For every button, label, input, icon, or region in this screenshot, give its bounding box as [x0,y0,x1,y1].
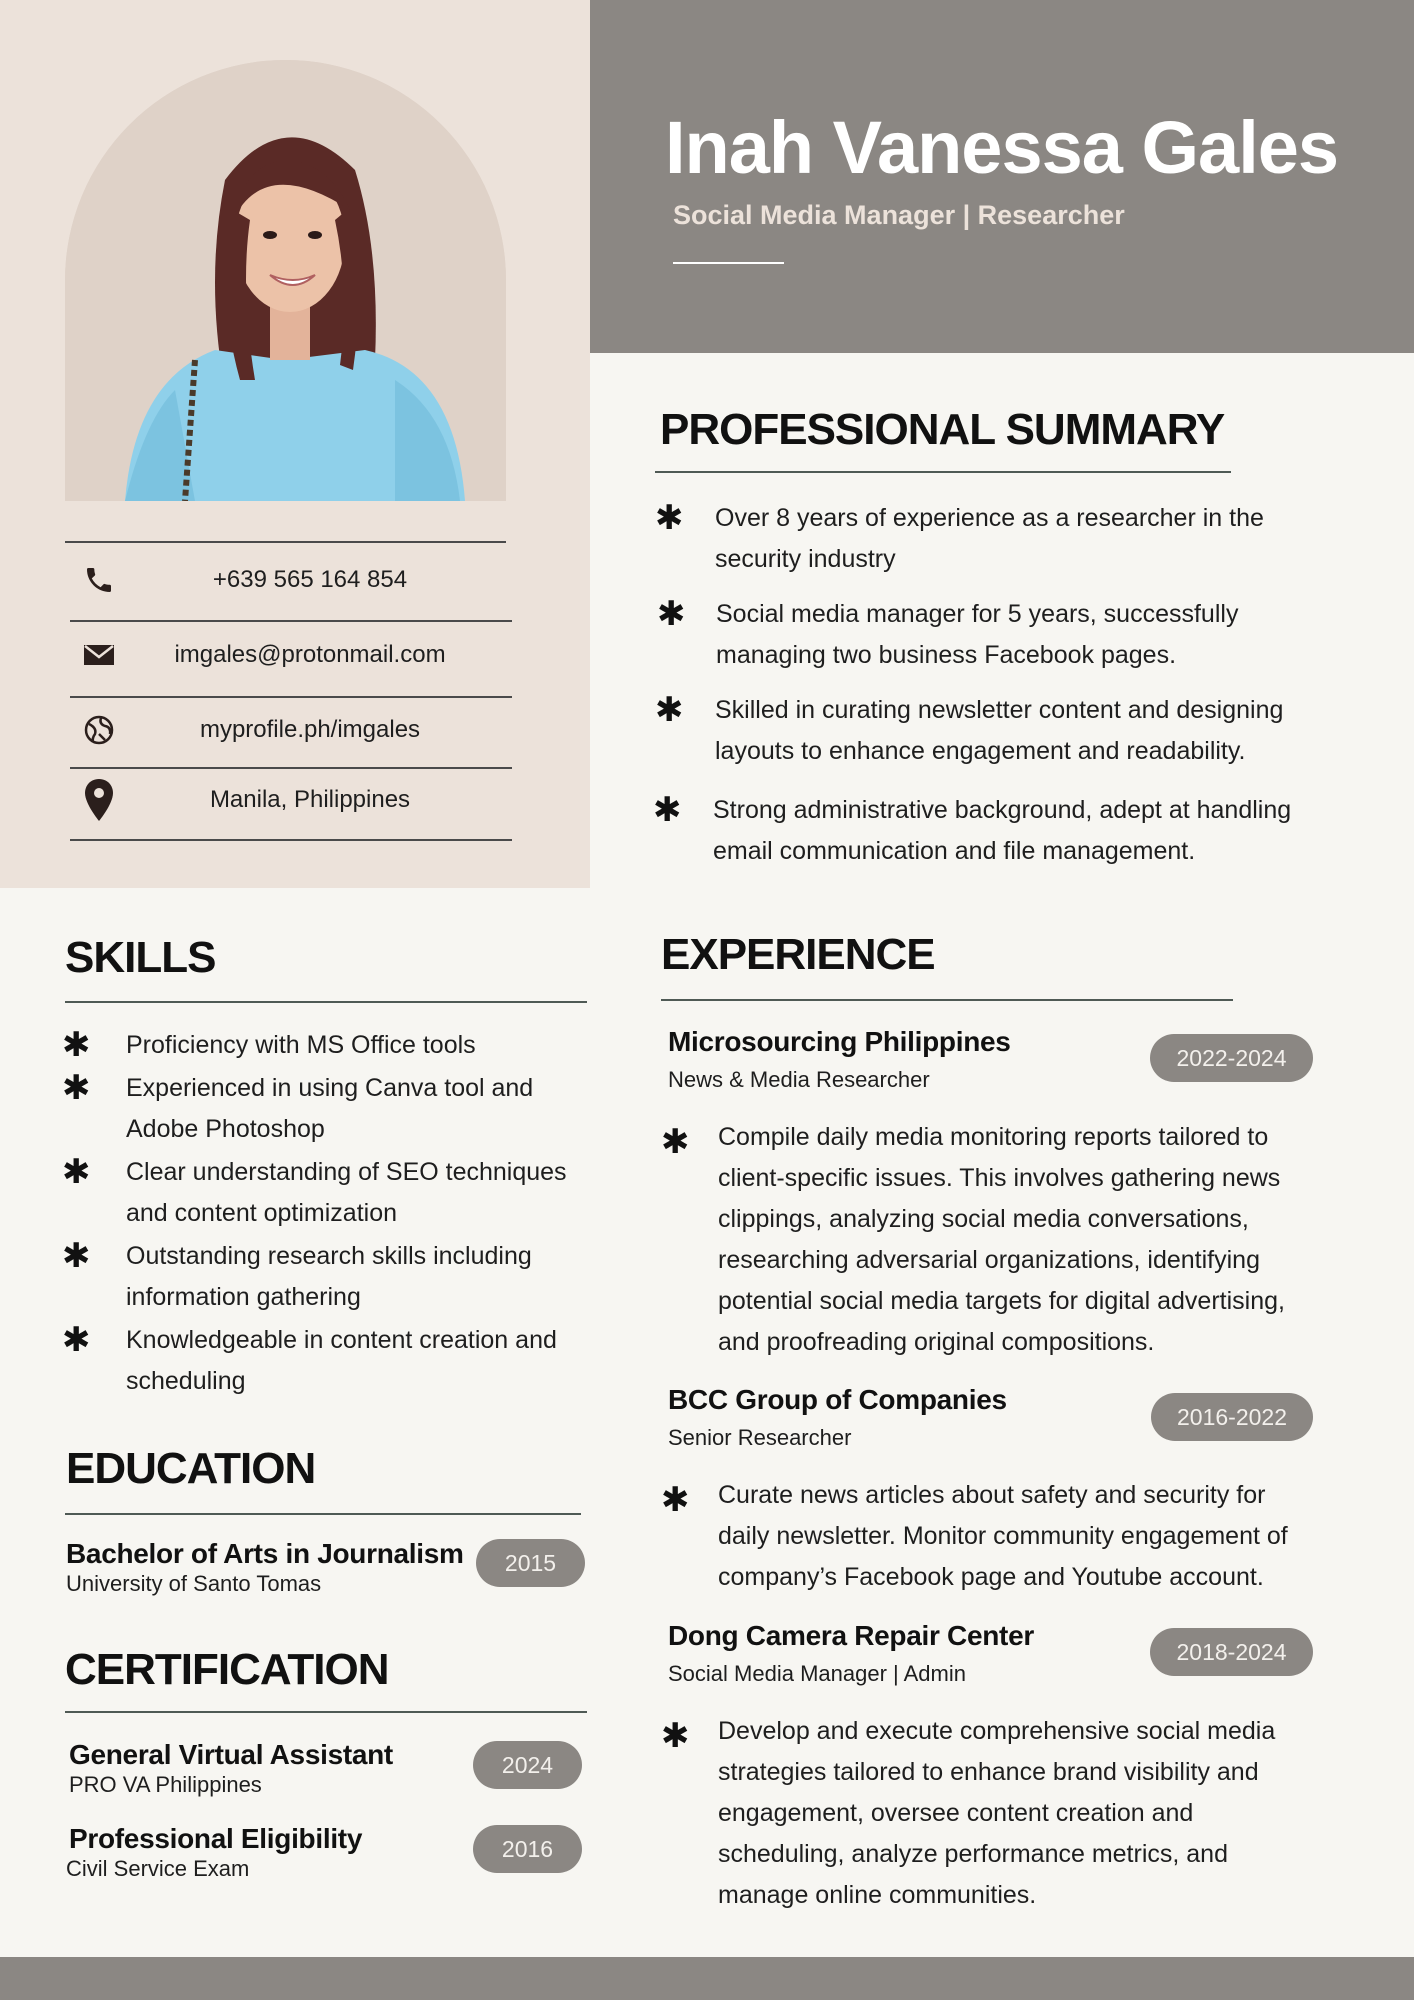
asterisk-icon: ✱ [62,1321,91,1359]
asterisk-icon: ✱ [661,1123,690,1161]
list-item: ✱ Social media manager for 5 years, successfully managing two business Facebook pages. [657,595,1239,669]
year-badge: 2016 [473,1825,582,1873]
asterisk-icon: ✱ [62,1026,91,1064]
job-role: Senior Researcher [668,1425,852,1450]
contact-divider [65,541,506,543]
asterisk-icon: ✱ [62,1153,91,1191]
job-description: Develop and execute comprehensive social media strategies tailored to enhance brand visibility and engagement, oversee content creation and scheduling, analyze performance metrics, and manage online communities. [718,1717,1276,1909]
list-item: ✱ Outstanding research skills including information gathering [62,1237,532,1311]
list-item: ✱ Skilled in curating newsletter content and designing layouts to enhance engagement and readability. [655,691,1284,765]
asterisk-icon: ✱ [661,1481,690,1519]
job-description: Compile daily media monitoring reports tailored to client-specific issues. This involves gathering news clippings, analyzing social media conversations, researching adversarial organizations, identifying potential social media targets for digital advertising, and proofreading original compositions. [718,1123,1285,1356]
company-name: Dong Camera Repair Center [668,1620,1034,1651]
experience-heading: EXPERIENCE [661,930,935,979]
envelope-icon [70,642,128,668]
phone-icon [70,564,128,596]
skills-rule [65,1001,587,1003]
asterisk-icon: ✱ [62,1069,91,1107]
skills-heading: SKILLS [65,933,216,982]
years-badge: 2022-2024 [1150,1034,1313,1082]
summary-list [655,498,1315,872]
candidate-name: Inah Vanessa Gales [665,106,1339,189]
certification-name: General Virtual Assistant [69,1739,393,1770]
asterisk-icon: ✱ [657,595,686,633]
contact-divider [70,696,512,698]
year-badge: 2015 [476,1539,585,1587]
website-url: myprofile.ph/imgales [199,716,421,743]
summary-rule [655,471,1231,473]
list-item: ✱ Proficiency with MS Office tools [62,1026,476,1064]
asterisk-icon: ✱ [62,1237,91,1275]
years-badge: 2016-2022 [1151,1393,1313,1441]
profile-photo [65,60,506,501]
globe-icon [70,714,128,746]
location-text: Manila, Philippines [209,786,411,813]
contact-divider [70,620,512,622]
contact-website[interactable] [70,702,512,758]
company-name: Microsourcing Philippines [668,1026,1011,1057]
location-pin-icon [70,778,128,822]
list-item: ✱ Clear understanding of SEO techniques and content optimization [62,1153,567,1227]
school-name: University of Santo Tomas [66,1571,322,1596]
contact-location[interactable] [70,772,512,828]
footer-bar [0,1957,1414,2000]
certification-heading: CERTIFICATION [65,1645,389,1694]
list-item: ✱ Strong administrative background, adept at handling email communication and file management. [653,791,1292,865]
asterisk-icon: ✱ [655,691,684,729]
asterisk-icon: ✱ [653,791,682,829]
year-badge: 2024 [473,1741,582,1789]
job-role: Social Media Manager | Admin [668,1661,966,1686]
years-badge: 2018-2024 [1150,1628,1313,1676]
skills-list [62,1025,585,1402]
contact-email[interactable] [70,627,512,683]
job-description: Curate news articles about safety and security for daily newsletter. Monitor community engagement of company’s Facebook page and Youtube account. [718,1481,1288,1591]
certification-rule [65,1711,587,1713]
job-role: News & Media Researcher [668,1067,930,1092]
list-item: ✱ Experienced in using Canva tool and Adobe Photoshop [62,1069,534,1143]
certification-issuer: PRO VA Philippines [69,1772,262,1797]
education-rule [65,1513,581,1515]
asterisk-icon: ✱ [655,499,684,537]
company-name: BCC Group of Companies [668,1384,1007,1415]
certification-issuer: Civil Service Exam [66,1856,250,1881]
degree-name: Bachelor of Arts in Journalism [66,1538,464,1569]
contact-divider [70,767,512,769]
experience-rule [661,999,1233,1001]
summary-heading: PROFESSIONAL SUMMARY [660,405,1225,454]
email-address: imgales@protonmail.com [174,641,446,668]
candidate-title: Social Media Manager | Researcher [673,200,1125,230]
contact-divider [70,839,512,841]
list-item: ✱ Over 8 years of experience as a researcher in the security industry [655,499,1264,573]
education-heading: EDUCATION [66,1444,316,1493]
title-underline [673,262,784,264]
list-item: ✱ Knowledgeable in content creation and scheduling [62,1321,557,1395]
contact-phone[interactable] [70,552,512,608]
certification-name: Professional Eligibility [69,1823,363,1854]
asterisk-icon: ✱ [661,1717,690,1755]
phone-number: +639 565 164 854 [212,566,408,593]
